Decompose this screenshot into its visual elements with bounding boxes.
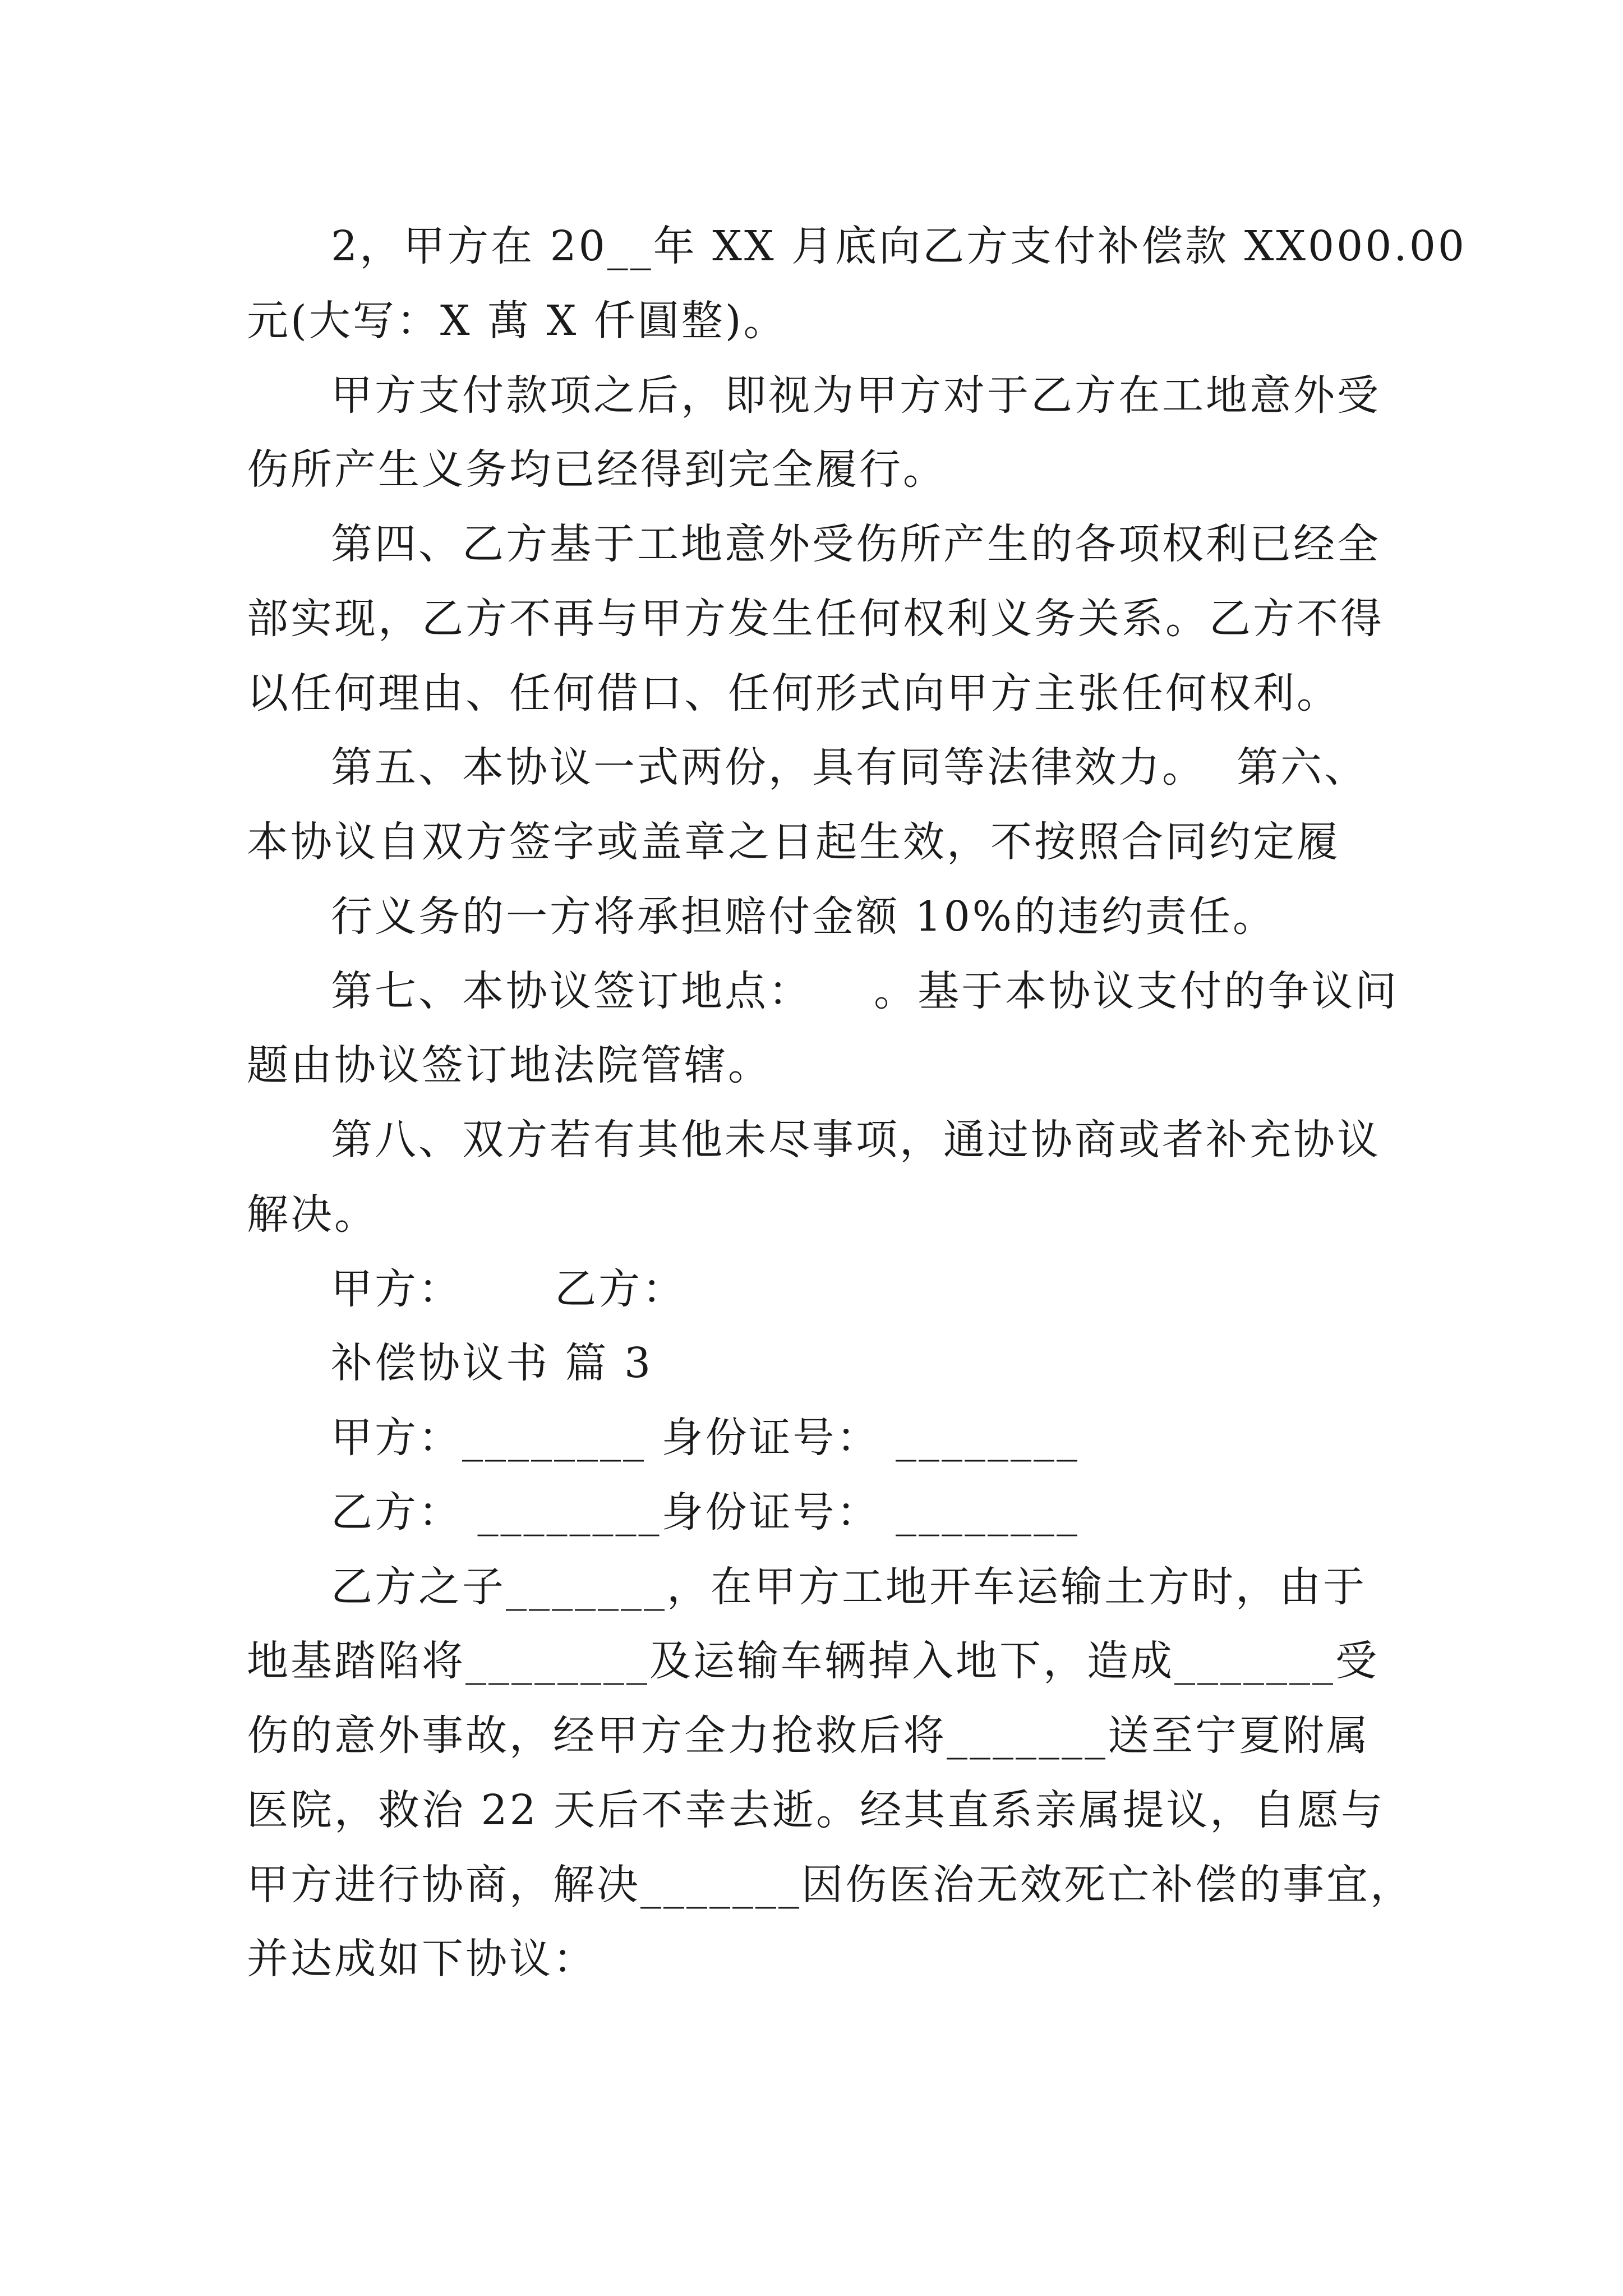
paragraph-line: 元(大写：X 萬 X 仟圓整)。	[247, 297, 787, 345]
paragraph-line: 题由协议签订地法院管辖。	[247, 1041, 772, 1089]
paragraph-line: 第五、本协议一式两份，具有同等法律效力。 第六、	[331, 743, 1368, 792]
paragraph-line: 部实现，乙方不再与甲方发生任何权利义务关系。乙方不得	[247, 595, 1384, 643]
paragraph-line: 第八、双方若有其他未尽事项，通过协商或者补充协议	[331, 1116, 1381, 1164]
paragraph-line: 医院，救治 22 天后不幸去逝。经其直系亲属提议，自愿与	[247, 1786, 1385, 1834]
signature-line: 甲方： 乙方：	[331, 1265, 686, 1313]
paragraph-line: 第四、乙方基于工地意外受伤所产生的各项权利已经全	[331, 520, 1381, 568]
paragraph-line: 第七、本协议签订地点： 。基于本协议支付的争议问	[331, 967, 1399, 1015]
party-b-line: 乙方： ________身份证号： ________	[331, 1488, 1080, 1536]
paragraph-line: 解决。	[247, 1190, 378, 1239]
paragraph-line: 行义务的一方将承担赔付金额 10%的违约责任。	[331, 892, 1276, 941]
paragraph-line: 本协议自双方签字或盖章之日起生效，不按照合同约定履	[247, 818, 1340, 866]
paragraph-line: 地基踏陷将________及运输车辆掉入地下，造成_______受	[247, 1637, 1379, 1685]
section-heading: 补偿协议书 篇 3	[331, 1339, 653, 1387]
paragraph-line: 伤的意外事故，经甲方全力抢救后将_______送至宁夏附属	[247, 1711, 1370, 1760]
party-a-line: 甲方：________ 身份证号： ________	[331, 1414, 1080, 1462]
paragraph-line: 伤所产生义务均已经得到完全履行。	[247, 445, 947, 494]
paragraph-line: 并达成如下协议：	[247, 1935, 597, 1983]
paragraph-line: 以任何理由、任何借口、任何形式向甲方主张任何权利。	[247, 669, 1340, 717]
paragraph-line: 乙方之子_______，在甲方工地开车运输土方时，由于	[331, 1563, 1367, 1611]
paragraph-line: 甲方进行协商，解决_______因伤医治无效死亡补偿的事宜，	[247, 1861, 1414, 1909]
paragraph-line: 甲方支付款项之后，即视为甲方对于乙方在工地意外受	[331, 371, 1381, 420]
paragraph-line: 2，甲方在 20__年 XX 月底向乙方支付补偿款 XX000.00	[331, 222, 1467, 270]
